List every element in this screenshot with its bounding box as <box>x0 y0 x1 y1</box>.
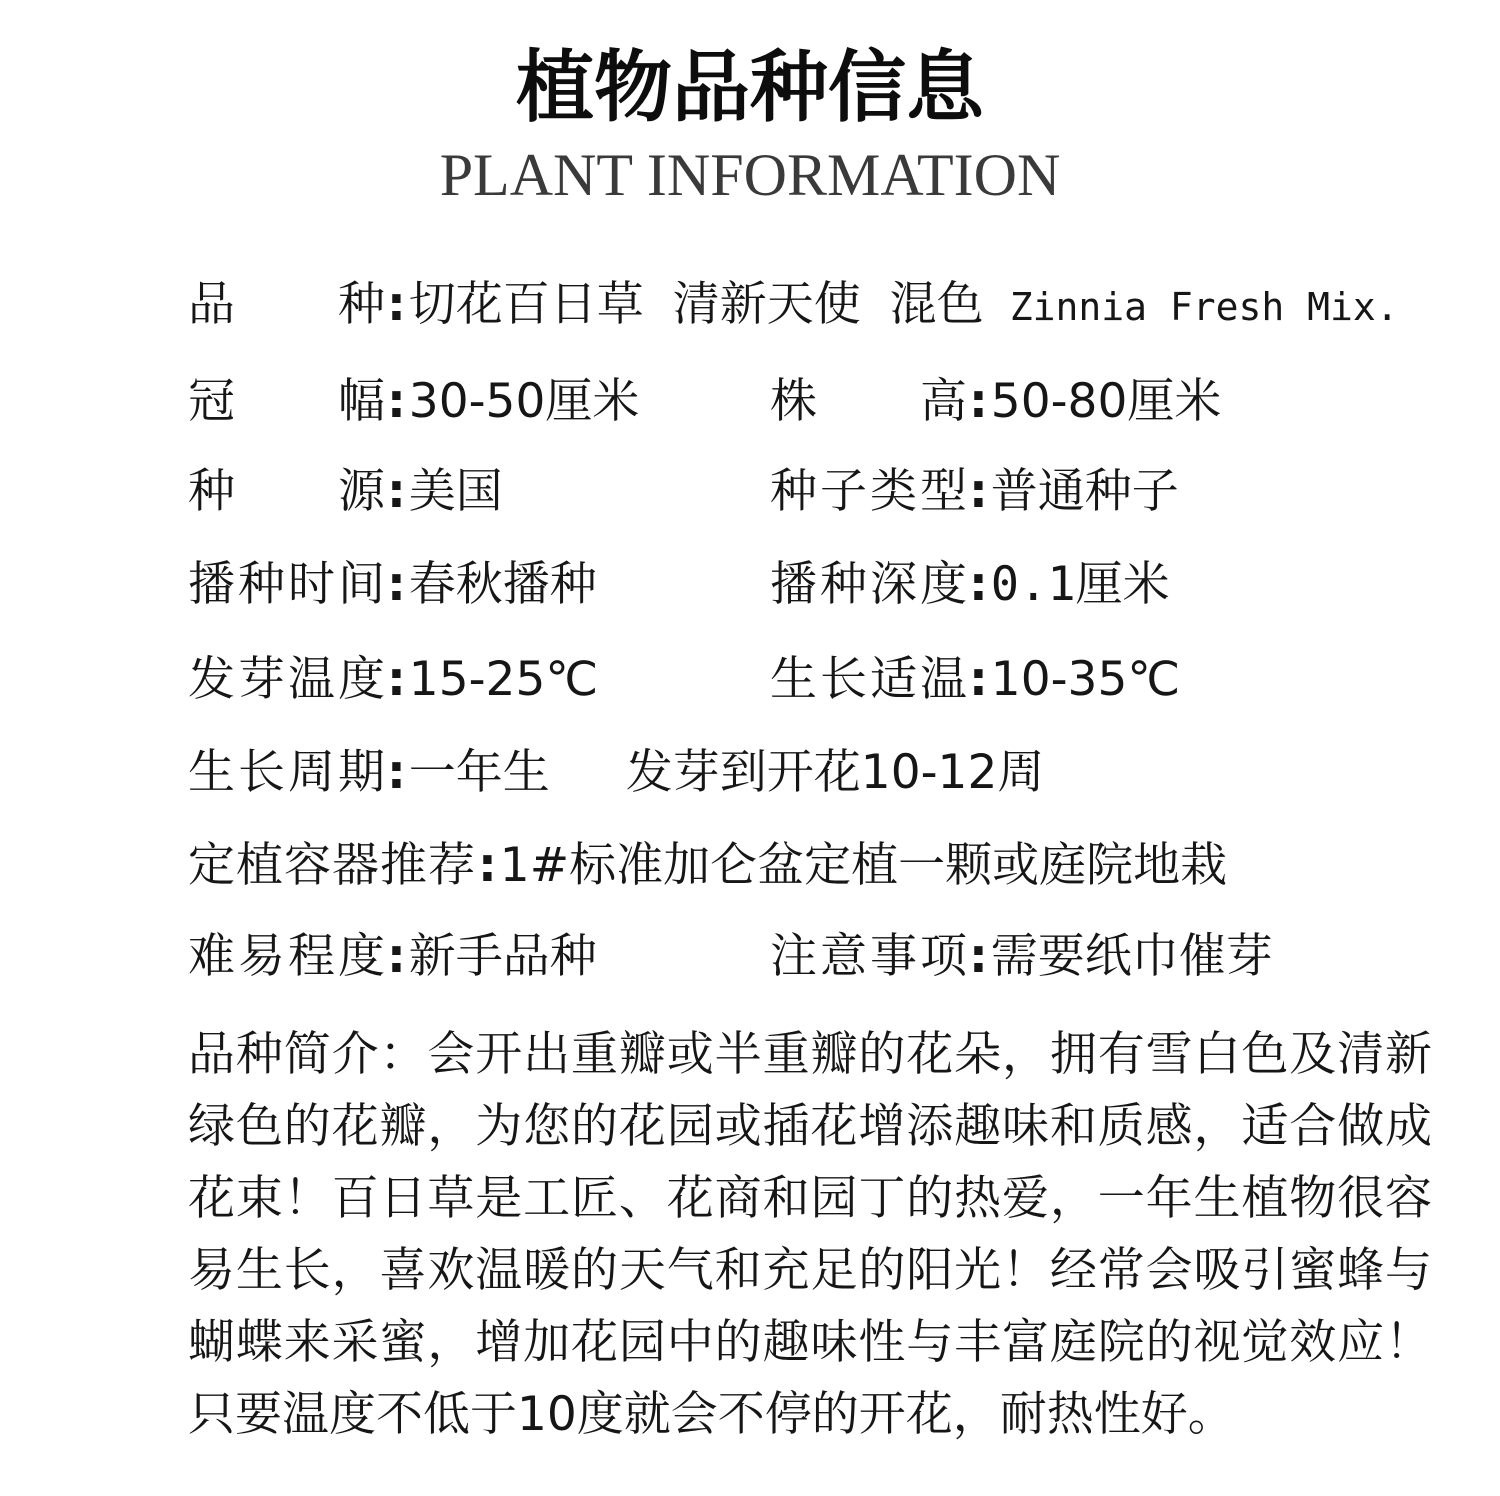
separator: : <box>387 277 406 332</box>
separator: : <box>387 745 406 800</box>
notes-value: 需要纸巾催芽 <box>990 929 1273 984</box>
row-container <box>188 838 1227 894</box>
row-growth-cycle <box>188 745 1044 801</box>
separator: : <box>969 557 988 612</box>
intro-line: 易生长，喜欢温暖的天气和充足的阳光！经常会吸引蜜蜂与 <box>188 1243 1432 1298</box>
page-subtitle: PLANT INFORMATION <box>439 142 1061 208</box>
intro-line <box>188 1019 1432 1091</box>
difficulty-label: 难易程度 <box>188 929 385 984</box>
intro-line: 蝴蝶来采蜜，增加花园中的趣味性与丰富庭院的视觉效应！ <box>188 1315 1432 1370</box>
height-value: 50-80厘米 <box>990 374 1222 429</box>
height-label: 株高 <box>770 374 967 429</box>
crown-value: 30-50厘米 <box>408 374 640 429</box>
variety-value-en: Zinnia Fresh Mix. <box>1009 285 1399 329</box>
origin-value: 美国 <box>408 464 503 519</box>
sowing-depth-value: 0.1厘米 <box>990 557 1170 612</box>
intro-line: 只要温度不低于10度就会不停的开花，耐热性好。 <box>188 1387 1235 1442</box>
germination-temp-label: 发芽温度 <box>188 652 385 707</box>
difficulty-value: 新手品种 <box>408 929 597 984</box>
growth-cycle-label: 生长周期 <box>188 745 385 800</box>
row-crown <box>188 374 639 430</box>
variety-intro <box>188 1019 1432 1451</box>
notes-label: 注意事项 <box>770 929 967 984</box>
separator: : <box>969 374 988 429</box>
separator: : <box>387 929 406 984</box>
row-germination-temp <box>188 652 598 708</box>
intro-line: 花束！百日草是工匠、花商和园丁的热爱，一年生植物很容 <box>188 1171 1432 1226</box>
row-sowing-depth <box>770 557 1170 613</box>
row-height <box>770 374 1221 430</box>
germination-temp-value: 15-25℃ <box>408 652 599 707</box>
growth-temp-value: 10-35℃ <box>990 652 1181 707</box>
seed-type-value: 普通种子 <box>990 464 1179 519</box>
sowing-depth-label: 播种深度 <box>770 557 967 612</box>
growth-cycle-note: 发芽到开花10-12周 <box>625 745 1045 800</box>
separator: : <box>387 652 406 707</box>
page-title: 植物品种信息 <box>515 43 984 133</box>
intro-text: 会开出重瓣或半重瓣的花朵，拥有雪白色及清新 <box>427 1027 1433 1082</box>
row-seed-type <box>770 464 1179 520</box>
crown-label: 冠幅 <box>188 374 385 429</box>
container-label: 定植容器推荐 <box>188 838 476 893</box>
separator: : <box>969 464 988 519</box>
sowing-time-value: 春秋播种 <box>408 557 597 612</box>
separator: : <box>387 374 406 429</box>
intro-label: 品种简介： <box>188 1027 428 1082</box>
row-growth-temp <box>770 652 1180 708</box>
container-value: 1#标准加仑盆定植一颗或庭院地栽 <box>499 838 1228 893</box>
row-sowing-time <box>188 557 597 613</box>
separator: : <box>387 557 406 612</box>
separator: : <box>969 652 988 707</box>
origin-label: 种源 <box>188 464 385 519</box>
separator: : <box>478 838 497 893</box>
variety-label: 品种 <box>188 277 385 332</box>
intro-line: 绿色的花瓣，为您的花园或插花增添趣味和质感，适合做成 <box>188 1099 1432 1154</box>
growth-temp-label: 生长适温 <box>770 652 967 707</box>
sowing-time-label: 播种时间 <box>188 557 385 612</box>
growth-cycle-value: 一年生 <box>408 745 550 800</box>
separator: : <box>969 929 988 984</box>
row-variety <box>188 277 1399 335</box>
row-difficulty <box>188 929 597 985</box>
seed-type-label: 种子类型 <box>770 464 967 519</box>
variety-value-cn: 切花百日草 清新天使 混色 <box>408 277 984 332</box>
row-origin <box>188 464 503 520</box>
separator: : <box>387 464 406 519</box>
row-notes <box>770 929 1273 985</box>
